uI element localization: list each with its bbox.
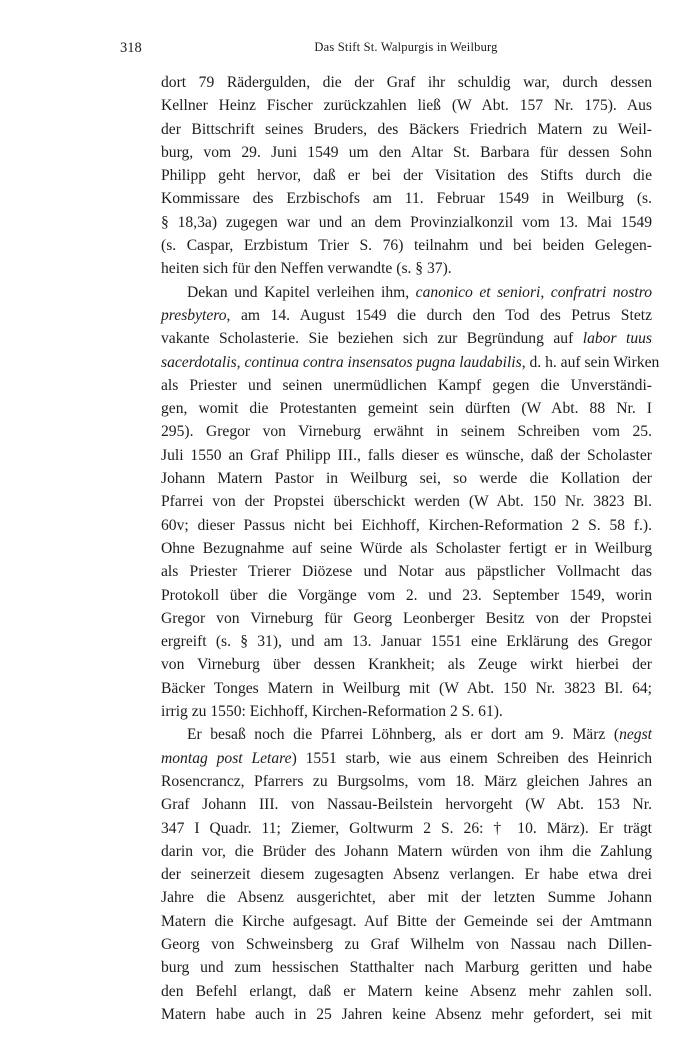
- text-segment: ergreift (s. § 31), und am 13. Januar 1551 eine Erklärung des Gregor: [161, 633, 652, 651]
- text-segment: Georg von Schweinsberg zu Graf Wilhelm von Nassau nach Dillen-: [161, 935, 652, 953]
- italic-quote: canonico et seniori, confratri nostro: [415, 283, 653, 301]
- text-line: [161, 560, 652, 583]
- text-line: [161, 584, 652, 607]
- text-line: [161, 840, 652, 863]
- text-line: [161, 677, 652, 700]
- text-line: [161, 933, 652, 956]
- text-segment: Matern habe auch in 25 Jahren keine Absenz mehr gefordert, sei mit: [161, 1005, 652, 1023]
- text-segment: als Priester und seinen unermüdlichen Kampf gegen die Unverständi-: [161, 376, 652, 394]
- text-segment: heiten sich für den Neffen verwandte (s. § 37).: [161, 260, 452, 278]
- text-segment: den Befehl erlangt, daß er Matern keine Absenz mehr zahlen soll.: [161, 982, 652, 1000]
- text-line: [161, 257, 652, 280]
- text-segment: Kellner Heinz Fischer zurückzahlen ließ (W Abt. 157 Nr. 175). Aus: [161, 97, 652, 115]
- text-line: [161, 910, 652, 933]
- text-segment: ) 1551 starb, wie aus einem Schreiben des Heinrich: [291, 749, 652, 767]
- text-line: [161, 747, 652, 770]
- text-line: [161, 1003, 652, 1026]
- page-number: 318: [120, 40, 142, 56]
- text-line: [161, 281, 652, 304]
- text-line: [161, 770, 652, 793]
- text-segment: Jahre die Absenz ausgerichtet, aber mit der letzten Summe Johann: [161, 889, 652, 907]
- text-line: [161, 187, 652, 210]
- text-segment: Graf Johann III. von Nassau-Beilstein hervorgeht (W Abt. 153 Nr.: [161, 796, 652, 814]
- text-line: [161, 71, 652, 94]
- italic-quote: presbytero: [161, 306, 227, 324]
- text-line: [161, 327, 652, 350]
- text-segment: dort 79 Rädergulden, die der Graf ihr schuldig war, durch dessen: [161, 74, 652, 91]
- text-line: [161, 94, 652, 117]
- text-line: [161, 514, 652, 537]
- text-line: [161, 956, 652, 979]
- text-segment: Juli 1550 an Graf Philipp III., falls dieser es wünsche, daß der Scholaster: [161, 446, 652, 464]
- text-segment: 295). Gregor von Virneburg erwähnt in seinem Schreiben vom 25.: [161, 423, 652, 441]
- text-line: [161, 397, 652, 420]
- text-line: [161, 118, 652, 141]
- text-line: [161, 863, 652, 886]
- text-line: [161, 467, 652, 490]
- text-segment: gen, womit die Protestanten gemeint sein dürften (W Abt. 88 Nr. I: [161, 400, 652, 418]
- text-segment: 60v; dieser Passus nicht bei Eichhoff, Kirchen-Reformation 2 S. 58 f.).: [161, 516, 652, 534]
- text-segment: Philipp geht hervor, daß er bei der Visitation des Stifts durch die: [161, 167, 652, 185]
- text-segment: Rosencrancz, Pfarrers zu Burgsolms, vom 18. März gleichen Jahres an: [161, 772, 652, 790]
- text-segment: (s. Caspar, Erzbistum Trier S. 76) teilnahm und bei beiden Gelegen-: [161, 237, 652, 255]
- text-line: [161, 700, 652, 723]
- text-segment: von Virneburg über dessen Krankheit; als Zeuge wirkt hierbei der: [161, 656, 652, 674]
- text-segment: darin vor, die Brüder des Johann Matern würden von ihm die Zahlung: [161, 842, 652, 860]
- text-line: [161, 653, 652, 676]
- running-title: Das Stift St. Walpurgis in Weilburg: [314, 40, 498, 54]
- text-line: [161, 351, 660, 374]
- italic-quote: sacerdotalis, continua contra insensatos pugna laudabilis: [161, 353, 522, 371]
- page-header: [120, 40, 652, 62]
- text-line: [161, 793, 652, 816]
- text-line: [161, 211, 652, 234]
- text-line: [161, 141, 652, 164]
- italic-quote: montag post Letare: [161, 749, 292, 767]
- italic-quote: negst: [619, 726, 652, 744]
- text-line: [161, 537, 652, 560]
- text-line: [161, 374, 652, 397]
- text-segment: Ohne Bezugnahme auf seine Würde als Scholaster fertigt er in Weilburg: [161, 539, 652, 557]
- text-line: [161, 234, 652, 257]
- body-text: [161, 71, 660, 1026]
- text-segment: der seinerzeit diesem zugesagten Absenz verlangen. Er habe etwa drei: [161, 866, 652, 884]
- text-line: [161, 420, 652, 443]
- text-line: [161, 630, 652, 653]
- text-line: [161, 164, 652, 187]
- text-segment: Kommissare des Erzbischofs am 11. Februar 1549 in Weilburg (s.: [161, 190, 652, 208]
- text-segment: Johann Matern Pastor in Weilburg sei, so werde die Kollation der: [161, 470, 652, 488]
- text-line: [161, 444, 652, 467]
- text-segment: , d. h. auf sein Wirken: [521, 353, 660, 371]
- text-segment: burg und zum hessischen Statthalter nach Marburg geritten und habe: [161, 959, 652, 977]
- text-segment: als Priester Trierer Diözese und Notar aus päpstlicher Vollmacht das: [161, 563, 652, 581]
- text-segment: Protokoll über die Vorgänge vom 2. und 23. September 1549, worin: [161, 586, 652, 604]
- text-segment: Matern die Kirche aufgesagt. Auf Bitte der Gemeinde sei der Amtmann: [161, 912, 652, 930]
- text-segment: irrig zu 1550: Eichhoff, Kirchen-Reformation 2 S. 61).: [161, 703, 503, 721]
- text-segment: Bäcker Tonges Matern in Weilburg mit (W Abt. 150 Nr. 3823 Bl. 64;: [161, 679, 652, 697]
- text-line: [161, 304, 652, 327]
- text-line: [161, 817, 652, 840]
- italic-quote: labor tuus: [582, 330, 652, 348]
- text-segment: , am 14. August 1549 die durch den Tod des Petrus Stetz: [226, 306, 652, 324]
- text-segment: § 18,3a) zugegen war und an dem Provinzialkonzil vom 13. Mai 1549: [161, 213, 652, 231]
- text-segment: burg, vom 29. Juni 1549 um den Altar St. Barbara für dessen Sohn: [161, 143, 652, 161]
- text-line: [161, 607, 652, 630]
- text-line: [161, 723, 652, 746]
- text-line: [161, 886, 652, 909]
- text-segment: der Bittschrift seines Bruders, des Bäckers Friedrich Matern zu Weil-: [161, 120, 652, 138]
- text-segment: Er besaß noch die Pfarrei Löhnberg, als er dort am 9. März (: [187, 726, 620, 744]
- text-segment: vakante Scholasterie. Sie beziehen sich zur Begründung auf: [161, 330, 583, 348]
- text-segment: 347 I Quadr. 11; Ziemer, Goltwurm 2 S. 26: † 10. März). Er trägt: [161, 819, 652, 837]
- text-line: [161, 490, 652, 513]
- text-segment: Dekan und Kapitel verleihen ihm,: [187, 283, 416, 301]
- text-segment: Pfarrei von der Propstei überschickt werden (W Abt. 150 Nr. 3823 Bl.: [161, 493, 652, 511]
- text-line: [161, 980, 652, 1003]
- text-segment: Gregor von Virneburg für Georg Leonberger Besitz von der Propstei: [161, 609, 652, 627]
